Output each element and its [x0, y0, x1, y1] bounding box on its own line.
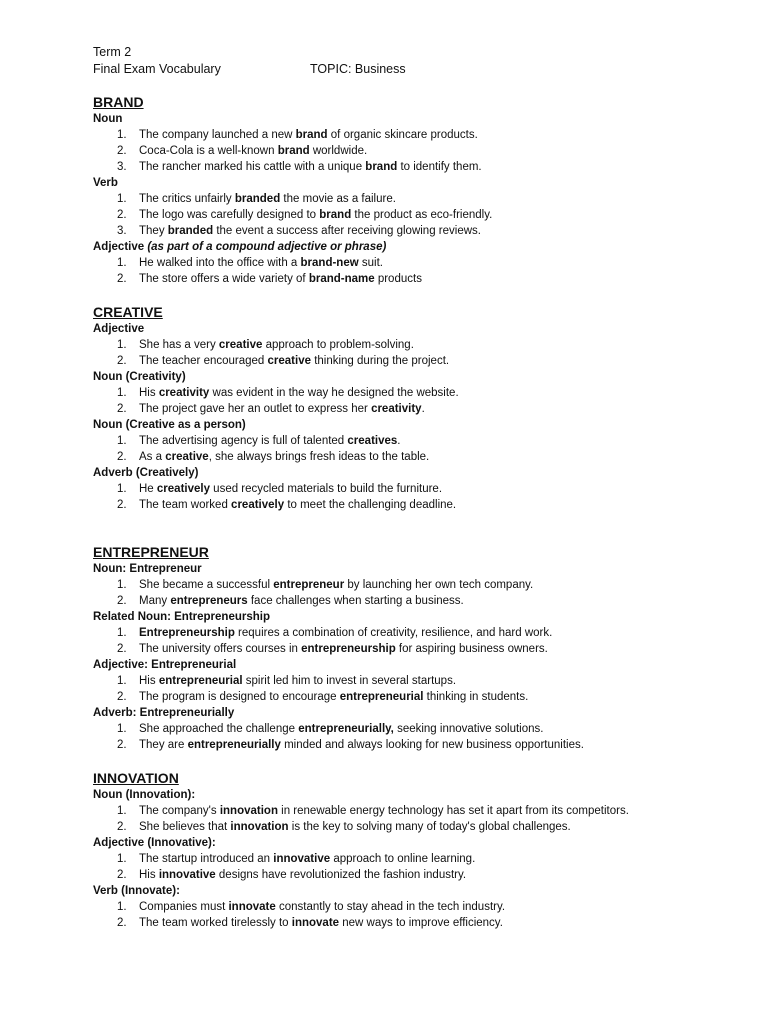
vocab-term: creatives — [347, 435, 398, 447]
sentence-text: She approached the challenge entrepreneurially, seeking innovative solutions. — [139, 723, 544, 735]
vocab-term: brand-name — [308, 273, 375, 285]
list-number: 2. — [117, 273, 127, 285]
sentence-text: The company launched a new brand of organic skincare products. — [139, 129, 478, 141]
example-sentence — [93, 593, 733, 609]
list-number: 2. — [117, 869, 127, 881]
section-title: INNOVATION — [93, 770, 179, 786]
sentence-text: His creativity was evident in the way he designed the website. — [139, 387, 459, 399]
part-of-speech-heading: Adjective (as part of a compound adjective or phrase) — [93, 241, 387, 253]
example-sentence — [93, 271, 733, 287]
vocab-term: creative — [267, 355, 311, 367]
list-number: 2. — [117, 739, 127, 751]
vocab-term: entrepreneurially, — [298, 723, 394, 735]
example-sentence — [93, 721, 733, 737]
vocab-term: branded — [167, 225, 214, 237]
example-sentence — [93, 433, 733, 449]
example-sentence — [93, 127, 733, 143]
example-sentence — [93, 207, 733, 223]
example-sentence — [93, 159, 733, 175]
list-number: 1. — [117, 339, 127, 351]
vocab-term: innovative — [273, 853, 331, 865]
vocab-term: entrepreneurs — [170, 595, 248, 607]
part-of-speech-heading: Noun (Creativity) — [93, 371, 186, 383]
example-sentence — [93, 497, 733, 513]
list-number: 1. — [117, 723, 127, 735]
sentence-text: The company's innovation in renewable energy technology has set it apart from its competitors. — [139, 805, 629, 817]
vocab-section — [93, 303, 733, 513]
list-number: 2. — [117, 643, 127, 655]
part-of-speech-heading: Adverb: Entrepreneurially — [93, 707, 235, 719]
vocab-term: entrepreneur — [273, 579, 345, 591]
part-of-speech-heading: Adjective: Entrepreneurial — [93, 659, 237, 671]
vocab-term: brand — [295, 129, 328, 141]
list-number: 2. — [117, 403, 127, 415]
vocab-term: entrepreneurship — [301, 643, 396, 655]
part-of-speech-heading: Verb (Innovate): — [93, 885, 180, 897]
sentence-text: She became a successful entrepreneur by launching her own tech company. — [139, 579, 534, 591]
list-number: 1. — [117, 853, 127, 865]
sentence-text: As a creative, she always brings fresh ideas to the table. — [139, 451, 430, 463]
vocab-term: entrepreneurially — [187, 739, 281, 751]
example-sentence — [93, 673, 733, 689]
list-number: 2. — [117, 355, 127, 367]
vocab-term: creatively — [231, 499, 285, 511]
vocab-term: innovate — [228, 901, 276, 913]
vocab-section — [93, 93, 733, 287]
vocab-term: entrepreneurial — [339, 691, 424, 703]
sentence-text: The store offers a wide variety of brand-name products — [139, 273, 422, 285]
part-of-speech-heading: Adverb (Creatively) — [93, 467, 199, 479]
example-sentence — [93, 625, 733, 641]
list-number: 1. — [117, 387, 127, 399]
vocab-term: brand — [365, 161, 398, 173]
document-subtitle: Final Exam Vocabulary — [93, 62, 221, 76]
example-sentence — [93, 401, 733, 417]
example-sentence — [93, 449, 733, 465]
example-sentence — [93, 143, 733, 159]
list-number: 2. — [117, 821, 127, 833]
list-number: 1. — [117, 483, 127, 495]
sentence-text: The startup introduced an innovative approach to online learning. — [139, 853, 476, 865]
vocab-term: entrepreneurial — [158, 675, 243, 687]
sentence-text: Companies must innovate constantly to stay ahead in the tech industry. — [139, 901, 506, 913]
vocab-term: brand — [277, 145, 310, 157]
sentence-text: The team worked tirelessly to innovate new ways to improve efficiency. — [139, 917, 503, 929]
list-number: 2. — [117, 451, 127, 463]
example-sentence — [93, 223, 733, 239]
sentence-text: The team worked creatively to meet the challenging deadline. — [139, 499, 457, 511]
list-number: 1. — [117, 193, 127, 205]
vocab-term: creative — [165, 451, 209, 463]
vocab-term: Entrepreneurship — [139, 627, 235, 639]
vocabulary-sections — [93, 93, 733, 931]
list-number: 2. — [117, 691, 127, 703]
list-number: 1. — [117, 675, 127, 687]
topic-label: TOPIC: Business — [310, 62, 406, 76]
sentence-text: He walked into the office with a brand-new suit. — [139, 257, 383, 269]
list-number: 1. — [117, 257, 127, 269]
list-number: 1. — [117, 901, 127, 913]
sentence-text: The university offers courses in entrepreneurship for aspiring business owners. — [139, 643, 548, 655]
example-sentence — [93, 481, 733, 497]
sentence-text: Coca-Cola is a well-known brand worldwide. — [139, 145, 368, 157]
sentence-text: Many entrepreneurs face challenges when starting a business. — [139, 595, 464, 607]
vocab-term: brand — [319, 209, 352, 221]
list-number: 2. — [117, 145, 127, 157]
list-number: 1. — [117, 627, 127, 639]
example-sentence — [93, 899, 733, 915]
example-sentence — [93, 851, 733, 867]
example-sentence — [93, 191, 733, 207]
vocab-term: creative — [218, 339, 263, 351]
heading-note: (as part of a compound adjective or phrase) — [147, 241, 387, 253]
example-sentence — [93, 737, 733, 753]
vocab-section — [93, 769, 733, 931]
sentence-text: She believes that innovation is the key to solving many of today's global challenges. — [139, 821, 571, 833]
part-of-speech-heading: Adjective (Innovative): — [93, 837, 216, 849]
list-number: 2. — [117, 209, 127, 221]
sentence-text: The project gave her an outlet to express her creativity. — [139, 403, 425, 415]
list-number: 2. — [117, 595, 127, 607]
example-sentence — [93, 577, 733, 593]
part-of-speech-heading: Noun (Innovation): — [93, 789, 196, 801]
example-sentence — [93, 641, 733, 657]
part-of-speech-heading: Noun (Creative as a person) — [93, 419, 246, 431]
vocab-term: creativity — [371, 403, 422, 415]
example-sentence — [93, 337, 733, 353]
vocab-term: creativity — [158, 387, 210, 399]
vocab-term: innovate — [291, 917, 340, 929]
vocab-term: branded — [234, 193, 281, 205]
sentence-text: The program is designed to encourage entrepreneurial thinking in students. — [139, 691, 529, 703]
sentence-text: He creatively used recycled materials to build the furniture. — [139, 483, 443, 495]
sentence-text: The advertising agency is full of talented creatives. — [139, 435, 401, 447]
sentence-text: She has a very creative approach to problem-solving. — [139, 339, 414, 351]
example-sentence — [93, 255, 733, 271]
part-of-speech-heading: Noun: Entrepreneur — [93, 563, 202, 575]
sentence-text: His innovative designs have revolutionized the fashion industry. — [139, 869, 467, 881]
vocab-term: innovation — [230, 821, 289, 833]
vocab-term: creatively — [156, 483, 210, 495]
sentence-text: The teacher encouraged creative thinking during the project. — [139, 355, 450, 367]
part-of-speech-heading: Verb — [93, 177, 118, 189]
list-number: 1. — [117, 579, 127, 591]
example-sentence — [93, 385, 733, 401]
sentence-text: The rancher marked his cattle with a unique brand to identify them. — [139, 161, 482, 173]
list-number: 2. — [117, 917, 127, 929]
sentence-text: The logo was carefully designed to brand the product as eco-friendly. — [139, 209, 493, 221]
example-sentence — [93, 803, 733, 819]
vocab-term: innovation — [219, 805, 278, 817]
section-title: CREATIVE — [93, 304, 163, 320]
vocab-term: brand-new — [300, 257, 359, 269]
example-sentence — [93, 867, 733, 883]
sentence-text: His entrepreneurial spirit led him to invest in several startups. — [139, 675, 457, 687]
vocab-section — [93, 543, 733, 753]
term-label: Term 2 — [93, 45, 132, 59]
list-number: 3. — [117, 161, 127, 173]
list-number: 2. — [117, 499, 127, 511]
part-of-speech-heading: Adjective — [93, 323, 145, 335]
section-title: ENTREPRENEUR — [93, 544, 209, 560]
sentence-text: The critics unfairly branded the movie as a failure. — [139, 193, 396, 205]
vocab-term: innovative — [158, 869, 216, 881]
example-sentence — [93, 689, 733, 705]
sentence-text: They branded the event a success after receiving glowing reviews. — [139, 225, 481, 237]
list-number: 1. — [117, 435, 127, 447]
example-sentence — [93, 915, 733, 931]
sentence-text: They are entrepreneurially minded and always looking for new business opportunities. — [139, 739, 584, 751]
list-number: 1. — [117, 129, 127, 141]
part-of-speech-heading: Noun — [93, 113, 123, 125]
part-of-speech-heading: Related Noun: Entrepreneurship — [93, 611, 270, 623]
list-number: 1. — [117, 805, 127, 817]
example-sentence — [93, 353, 733, 369]
example-sentence — [93, 819, 733, 835]
list-number: 3. — [117, 225, 127, 237]
sentence-text: Entrepreneurship requires a combination of creativity, resilience, and hard work. — [139, 627, 553, 639]
section-title: BRAND — [93, 94, 144, 110]
